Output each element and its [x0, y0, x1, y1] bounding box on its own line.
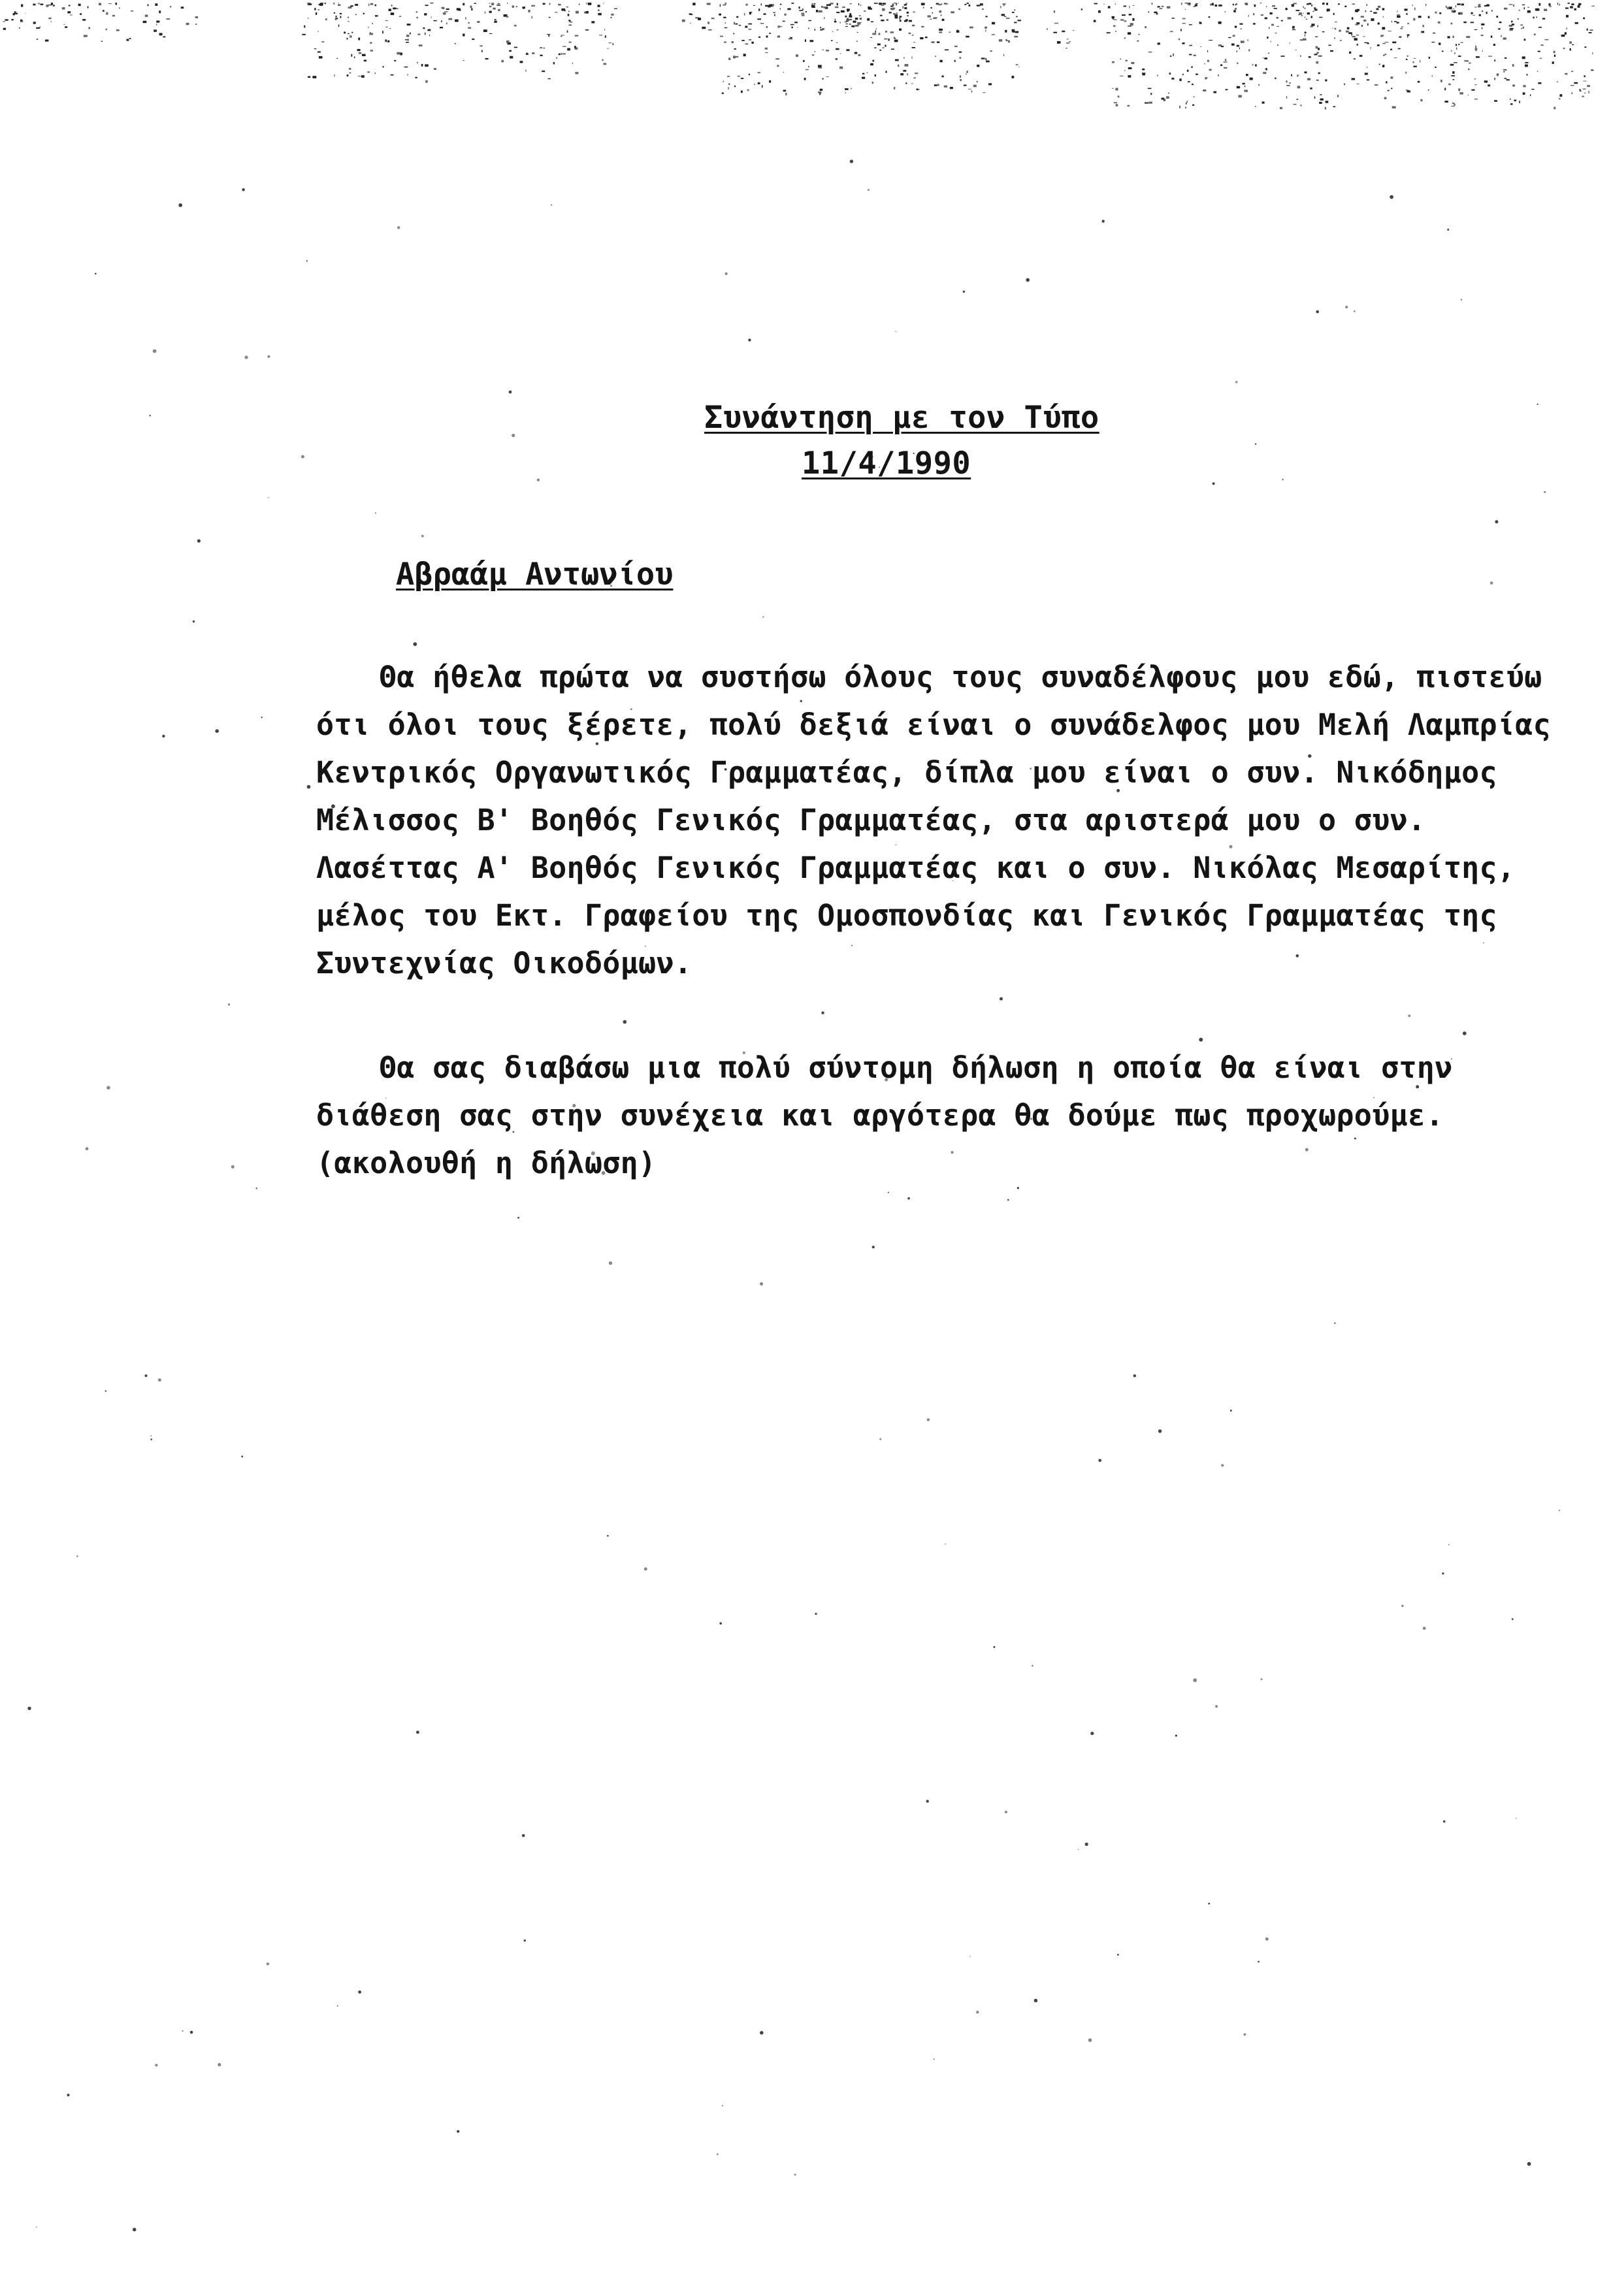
- scan-speck: [86, 1147, 89, 1150]
- scan-speck: [509, 391, 512, 394]
- scan-speck: [760, 2031, 764, 2035]
- scan-speck: [1158, 1429, 1162, 1432]
- scan-speck: [609, 1261, 612, 1265]
- scan-speck: [241, 1455, 243, 1457]
- scan-speck: [307, 785, 311, 789]
- scan-speck: [976, 2011, 979, 2013]
- scan-speck: [722, 2105, 723, 2107]
- scan-speck: [1282, 479, 1284, 481]
- scan-speck: [926, 1800, 929, 1802]
- scan-speck: [896, 331, 897, 332]
- scan-speck: [267, 355, 270, 358]
- scan-speck: [907, 1197, 910, 1200]
- scan-speck: [850, 159, 853, 163]
- paragraph-line: (ακολουθή η δήλωση): [316, 1146, 657, 1180]
- scan-speck: [537, 479, 540, 481]
- scan-speck: [762, 616, 764, 617]
- scan-speck: [1244, 2033, 1246, 2036]
- scan-speck: [1017, 1187, 1019, 1189]
- paragraph-line: Κεντρικός Οργανωτικός Γραμματέας, δίπλα μου είναι ο συν. Νικόδημος: [316, 755, 1497, 790]
- scan-speck: [256, 1188, 257, 1189]
- scan-speck: [1316, 310, 1319, 314]
- scan-speck: [133, 2228, 137, 2232]
- scan-speck: [1401, 1605, 1403, 1607]
- scan-speck: [1005, 1811, 1007, 1813]
- scan-speck: [413, 642, 417, 646]
- scan-speck: [197, 540, 201, 543]
- document-title: Συνάντηση με τον Τύπο: [704, 400, 1099, 436]
- scan-speck: [1527, 2162, 1531, 2166]
- paragraph-line: διάθεση σας στην συνέχεια και αργότερα θα δούμε πως προχωρούμε.: [316, 1098, 1444, 1133]
- document-date: 11/4/1990: [802, 445, 971, 481]
- scan-speck: [945, 1544, 946, 1545]
- scan-speck: [794, 2174, 796, 2176]
- scan-speck: [1230, 1410, 1232, 1412]
- scan-speck: [993, 1646, 995, 1648]
- scan-speck: [1212, 482, 1215, 485]
- scan-speck: [551, 204, 552, 206]
- scan-speck: [1117, 1954, 1119, 1956]
- scan-speck: [1461, 299, 1463, 301]
- scan-speck: [607, 1535, 609, 1537]
- scan-speck: [969, 1956, 971, 1957]
- scan-speck: [868, 189, 870, 191]
- scan-speck: [1495, 520, 1498, 523]
- scan-speck: [153, 349, 157, 353]
- scan-speck: [748, 338, 751, 341]
- scan-speck: [1483, 942, 1484, 943]
- scan-speck: [963, 291, 965, 293]
- paragraph-line: Θα ήθελα πρώτα να συστήσω όλους τους συναδέλφους μου εδώ, πιστεύω: [379, 660, 1542, 694]
- scan-speck: [1261, 1678, 1263, 1680]
- scan-speck: [872, 1246, 875, 1248]
- scan-speck: [888, 1192, 889, 1193]
- scan-speck: [1221, 1464, 1224, 1466]
- scan-speck: [1559, 1510, 1560, 1511]
- scan-speck: [106, 1086, 110, 1090]
- scan-speck: [1442, 1572, 1444, 1574]
- scan-speck: [150, 1435, 152, 1436]
- scan-speck: [1215, 1705, 1218, 1707]
- scan-speck: [457, 2130, 459, 2133]
- scan-speck: [717, 2154, 719, 2156]
- scan-speck: [719, 1623, 722, 1625]
- scan-speck: [193, 621, 195, 623]
- scan-speck: [306, 260, 308, 261]
- scan-speck: [1032, 1665, 1033, 1667]
- paragraph-introductions: [316, 653, 1552, 987]
- paragraph-line: Συντεχνίας Οικοδόμων.: [316, 946, 692, 980]
- scan-speck: [1516, 1818, 1517, 1819]
- scan-speck: [1265, 1937, 1269, 1941]
- scan-speck: [267, 1962, 269, 1965]
- scan-speck: [242, 188, 245, 191]
- scan-speck: [1034, 1999, 1038, 2003]
- scan-speck: [1490, 581, 1493, 585]
- scan-speck: [1258, 1961, 1260, 1963]
- paragraph-line: ότι όλοι τους ξέρετε, πολύ δεξιά είναι ο συνάδελφος μου Μελή Λαμπρίας: [316, 707, 1552, 742]
- paragraph-line: Θα σας διαβάσω μια πολύ σύντομη δήλωση η οποία θα είναι στην: [379, 1050, 1453, 1085]
- scan-speck: [512, 434, 515, 437]
- scan-speck: [1423, 1626, 1426, 1630]
- scan-speck: [1544, 491, 1546, 493]
- scan-speck: [623, 1020, 627, 1024]
- scan-speck: [397, 226, 400, 229]
- scan-speck: [155, 2064, 157, 2067]
- scan-speck: [36, 2227, 37, 2228]
- scan-speck: [1443, 1820, 1446, 1823]
- scan-speck: [268, 497, 269, 498]
- scan-speck: [1090, 1732, 1094, 1735]
- scan-speck: [145, 1374, 148, 1377]
- scan-speck: [1463, 1031, 1467, 1035]
- scan-speck: [178, 203, 182, 207]
- scan-speck: [1007, 1199, 1009, 1201]
- scan-speck: [1408, 1014, 1410, 1017]
- scan-speck: [1345, 306, 1348, 308]
- scan-speck: [1235, 381, 1237, 383]
- scan-speck: [27, 1707, 31, 1710]
- scan-speck: [1000, 997, 1003, 1001]
- scan-speck: [524, 1939, 526, 1941]
- scan-speck: [1133, 1374, 1136, 1377]
- scan-speck: [1354, 310, 1356, 312]
- scan-speck: [522, 1834, 525, 1837]
- scan-speck: [150, 1438, 152, 1440]
- scan-speck: [1199, 1038, 1203, 1042]
- scan-speck: [76, 1555, 78, 1557]
- paragraph-statement: [316, 1044, 1453, 1187]
- scan-speck: [644, 1568, 647, 1571]
- scan-speck: [815, 1613, 817, 1615]
- paragraph-line: Λασέττας Α' Βοηθός Γενικός Γραμματέας και ο συν. Νικόλας Μεσαρίτης,: [316, 850, 1516, 885]
- scan-speck: [1102, 220, 1105, 223]
- scan-speck: [1208, 1903, 1210, 1905]
- scan-speck: [1448, 1544, 1450, 1545]
- scan-speck: [1175, 1735, 1177, 1737]
- paragraph-line: μέλος του Εκτ. Γραφείου της Ομοσπονδίας και Γενικός Γραμματέας της: [316, 898, 1497, 933]
- scan-speck: [261, 717, 263, 718]
- scan-speck: [218, 2063, 221, 2066]
- scan-speck: [725, 272, 728, 275]
- scan-speck: [150, 415, 151, 416]
- scan-speck: [517, 1217, 519, 1219]
- scan-speck: [1334, 1323, 1335, 1324]
- scan-speck: [105, 1390, 106, 1391]
- scan-speck: [337, 2005, 338, 2007]
- scan-speck: [416, 1731, 419, 1734]
- scan-speck: [95, 273, 97, 275]
- scan-speck: [821, 1011, 824, 1014]
- scan-speck: [760, 1282, 763, 1285]
- scan-speck: [421, 535, 424, 538]
- scan-speck: [375, 512, 376, 513]
- scan-speck: [1447, 229, 1449, 231]
- scan-speck: [358, 1990, 361, 1994]
- scan-speck: [67, 2094, 69, 2096]
- speaker-name: Αβραάμ Αντωνίου: [396, 557, 674, 592]
- scan-speck: [1512, 1618, 1514, 1620]
- scan-speck: [158, 1378, 161, 1382]
- paragraph-line: Μέλισσος Β' Βοηθός Γενικός Γραμματέας, στα αριστερά μου ο συν.: [316, 803, 1426, 837]
- scan-speck: [1537, 404, 1538, 405]
- scan-speck: [1193, 1678, 1197, 1682]
- scan-speck: [190, 2031, 193, 2034]
- scan-speck: [182, 2030, 183, 2031]
- scan-speck: [1085, 1843, 1088, 1846]
- scan-speck: [244, 355, 248, 359]
- scan-speck: [1255, 444, 1256, 445]
- scan-speck: [1098, 1459, 1101, 1463]
- scan-speck: [215, 729, 219, 733]
- scan-speck: [231, 1165, 235, 1169]
- scan-speck: [1078, 1849, 1079, 1851]
- scan-speck: [1088, 2039, 1092, 2043]
- scan-speck: [879, 1438, 881, 1440]
- scan-speck: [1390, 195, 1393, 199]
- scan-speck: [162, 735, 165, 737]
- scan-speck: [1026, 278, 1030, 282]
- scan-speck: [934, 2058, 935, 2060]
- scan-speck: [301, 455, 304, 459]
- scan-speck: [228, 1003, 230, 1005]
- scan-speck: [927, 1418, 930, 1421]
